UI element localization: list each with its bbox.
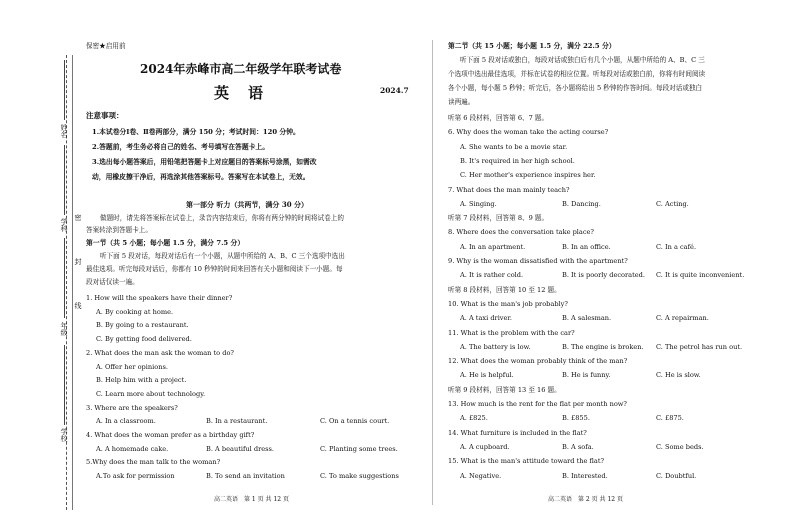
section2-intro-4: 读两遍。 [448,98,475,106]
question-stem: 6. Why does the woman take the acting course? [448,128,609,137]
listening-lead: 听第 8 段材料，回答第 10 至 12 题。 [448,285,561,294]
answer-option: C. On a tennis court. [320,417,390,426]
question-stem: 3. Where are the speakers? [86,403,178,412]
answer-option: B. A sofa. [562,442,594,451]
grade-fill-line [64,238,65,318]
answer-option: C. Planting some trees. [320,444,398,453]
answer-option: A. Offer her opinions. [96,362,168,371]
answer-option: B. It's required in her high school. [460,156,575,165]
question-stem: 15. What is the man's attitude toward the flat? [448,457,605,466]
answer-option: A.To ask for permission [96,472,175,481]
answer-option: B. Interested. [562,471,608,480]
question-stem: 5.Why does the man talk to the woman? [86,458,221,467]
answer-option: C. In a café. [656,242,697,251]
question-stem: 9. Why is the woman dissatisfied with the apartment? [448,257,628,265]
notes-title: 注意事项： [86,111,124,120]
answer-option: C. Acting. [656,199,689,208]
seal-char-1: 密 [74,214,82,221]
answer-option: A. In a classroom. [96,417,156,426]
section2-intro-3: 各个小题，每小题 5 秒钟；听完后，各小题将给出 5 秒钟的作答时间。每段对话或独白 [448,84,703,92]
answer-option: A. £825. [460,414,488,423]
answer-option: C. By getting food delivered. [96,335,192,344]
answer-option: C. The petrol has run out. [656,342,743,351]
question-stem: 12. What does the woman probably think of the man? [448,357,628,366]
answer-option: B. To send an invitation [206,472,285,481]
answer-option: C. £875. [656,414,684,423]
section2-title: 第二节（共 15 小题；每小题 1.5 分，满分 22.5 分） [448,42,616,50]
question-stem: 2. What does the man ask the woman to do? [86,348,234,357]
seal-char-2: 封 [74,258,82,265]
answer-option: C. Learn more about technology. [96,389,206,398]
answer-option: A. The battery is low. [460,342,531,351]
answer-option: A. Negative. [460,471,502,480]
section2-intro-2: 个选项中选出最佳选项，并标在试卷的相应位置。听每段对话或独白前，你将有时间阅读 [448,70,706,78]
listening-lead: 听第 6 段材料，回答第 6、7 题。 [448,114,549,122]
exam-date: 2024.7 [380,86,409,95]
page-divider [432,40,433,505]
question-stem: 8. Where does the conversation take place? [448,228,594,237]
class-fill-line [64,145,65,215]
answer-option: A. A homemade cake. [96,444,169,453]
exam-title: 2024年赤峰市高二年级学年联考试卷 [140,62,342,76]
answer-option: A. He is helpful. [460,371,514,380]
part1-title: 第一部分 听力（共两节，满分 30 分） [186,200,309,209]
grade-label: 年级 [60,322,68,336]
section1-intro-2: 最佳选项。听完每段对话后，你都有 10 秒钟的时间来回答有关小题和阅读下一小题。每 [86,265,343,273]
answer-option: B. In an office. [562,242,611,251]
answer-option: B. A beautiful dress. [206,444,274,453]
answer-option: C. Her mother's experience inspires her. [460,171,596,180]
school-fill-line [64,345,65,425]
answer-option: C. To make suggestions [320,472,399,481]
answer-option: C. He is slow. [656,371,701,380]
answer-option: A. A cupboard. [460,442,510,451]
subject-title: 英 语 [214,84,266,102]
name-label: 姓名 [60,124,68,138]
answer-option: C. It is quite inconvenient. [656,271,745,280]
answer-option: C. Some beds. [656,442,704,451]
answer-option: A. A taxi driver. [460,314,512,323]
answer-option: B. £855. [562,414,590,423]
question-stem: 1. How will the speakers have their dinner? [86,294,233,302]
answer-option: B. The engine is broken. [562,342,644,351]
class-label: 学科 [60,218,68,232]
listening-lead: 听第 7 段材料，回答第 8、9 题。 [448,214,549,223]
part1-intro-2: 答案转涂到答题卡上。 [86,226,152,234]
answer-option: A. She wants to be a movie star. [460,142,568,151]
answer-option: A. In an apartment. [460,242,526,251]
answer-option: B. A salesman. [562,314,612,323]
footer-right: 高二英语 第 2 页 共 12 页 [548,496,623,503]
question-stem: 13. How much is the rent for the flat per month now? [448,400,627,408]
seal-char-3: 线 [74,302,82,309]
section1-title: 第一节（共 5 小题；每小题 1.5 分，满分 7.5 分） [86,239,245,247]
answer-option: B. Help him with a project. [96,376,187,385]
secret-mark: 保密★启用前 [86,42,126,50]
answer-option: C. A repairman. [656,314,709,323]
name-fill-line [64,60,65,120]
part1-intro-1: 做题时，请先将答案标在试卷上，录音内容结束后，你将有两分钟的时间将试卷上的 [100,214,344,222]
section1-intro-1: 听下面 5 段对话，每段对话后有一个小题，从题中所给的 A、B、C 三个选项中选出 [100,252,345,260]
answer-option: B. By going to a restaurant. [96,321,189,330]
question-stem: 7. What does the man mainly teach? [448,185,570,194]
answer-option: A. It is rather cold. [460,271,524,280]
listening-lead: 听第 9 段材料，回答第 13 至 16 题。 [448,385,561,394]
question-stem: 11. What is the problem with the car? [448,328,575,337]
answer-option: B. He is funny. [562,371,611,380]
section1-intro-3: 段对话仅读一遍。 [86,278,139,286]
school-label: 学校 [60,428,68,442]
footer-left: 高二英语 第 1 页 共 12 页 [214,496,289,503]
note-1: 1.本试卷分Ⅰ卷、Ⅱ卷两部分，满分 150 分；考试时间：120 分钟。 [92,128,300,136]
answer-option: B. It is poorly decorated. [562,271,645,280]
answer-option: A. Singing. [460,199,497,208]
note-4: 动，用橡皮擦干净后，再选涂其他答案标号。答案写在本试卷上，无效。 [92,173,310,181]
question-stem: 14. What furniture is included in the flat? [448,428,587,437]
answer-option: C. Doubtful. [656,471,697,480]
answer-option: B. Dancing. [562,199,601,208]
answer-option: B. In a restaurant. [206,417,268,426]
bind-border [72,55,73,510]
question-stem: 4. What does the woman prefer as a birthday gift? [86,431,255,439]
question-stem: 10. What is the man's job probably? [448,299,568,308]
note-2: 2.答题前，考生务必将自己的姓名、考号填写在答题卡上。 [92,143,270,151]
section2-intro-1: 听下面 5 段对话或独白，每段对话或独白后有几个小题，从题中所给的 A、B、C 三 [460,56,705,64]
note-3: 3.选出每小题答案后，用铅笔把答题卡上对应题目的答案标号涂黑，如需改 [92,158,317,166]
answer-option: A. By cooking at home. [96,307,174,316]
